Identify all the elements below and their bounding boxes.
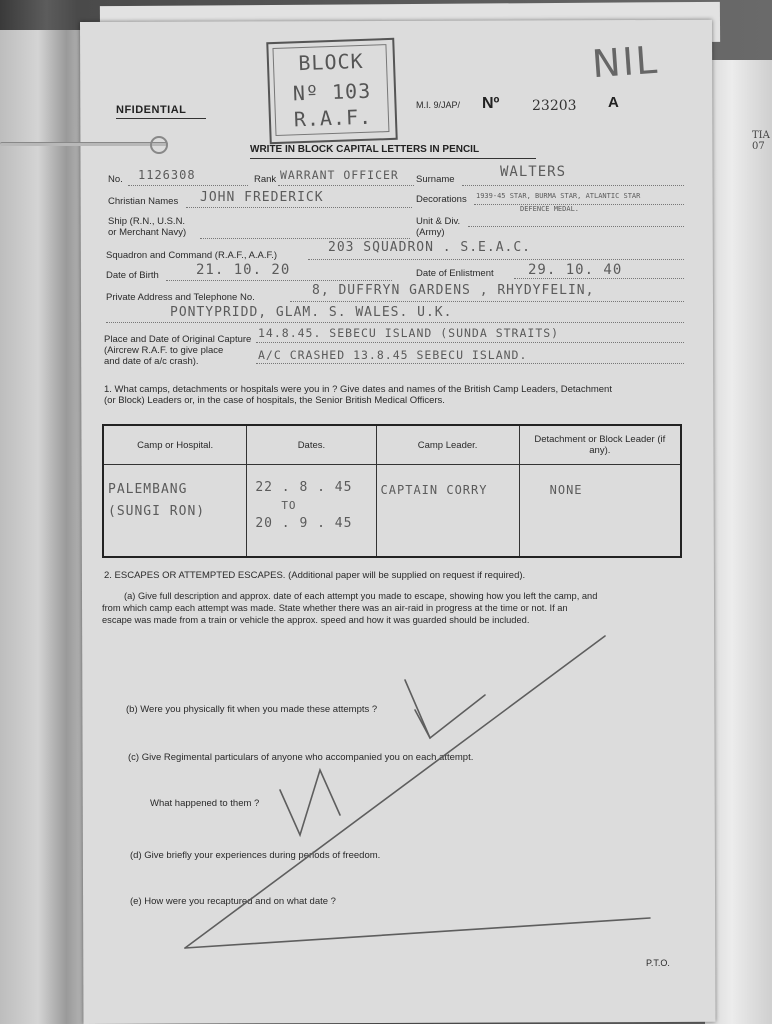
address-label: Private Address and Telephone No.	[106, 292, 255, 303]
capture-label: Place and Date of Original Capture	[104, 334, 252, 345]
table-header-row	[103, 425, 681, 465]
nil-scrawl-strokes	[180, 630, 660, 950]
adjacent-page-text: TIA	[752, 130, 770, 141]
form-number: 23203	[532, 98, 577, 114]
column-header-camp: Camp or Hospital.	[103, 425, 247, 465]
question-c-sub: What happened to them ?	[150, 798, 260, 809]
date-of-birth-value: 21. 10. 20	[196, 262, 291, 278]
nil-scrawl	[250, 756, 252, 757]
column-header-detachment-leader: Detachment or Block Leader (if any).	[519, 425, 681, 465]
block-stamp	[266, 38, 397, 144]
ship-label: Ship (R.N., U.S.N.	[108, 216, 186, 227]
column-header-camp-leader: Camp Leader.	[376, 425, 519, 465]
adjacent-page-fragment	[752, 130, 772, 170]
capture-label-note-continued: and date of a/c crash).	[104, 356, 199, 367]
squadron-label: Squadron and Command (R.A.F., A.A.F.)	[106, 250, 278, 261]
question-a: (a) Give full description and approx. date of each attempt you made to escape, showing how you left the camp, and	[124, 591, 598, 601]
unit-label-continued: (Army)	[416, 227, 445, 238]
stamp-raf-text: R.A.F.	[293, 104, 373, 132]
instruction-heading: WRITE IN BLOCK CAPITAL LETTERS IN PENCIL	[250, 144, 480, 155]
date-to-word: TO	[281, 499, 297, 512]
cell-dates	[247, 465, 376, 558]
date-to: 20 . 9 . 45	[255, 516, 353, 531]
section2-title: 2. ESCAPES OR ATTEMPTED ESCAPES. (Additional paper will be supplied on request if required).	[104, 570, 526, 581]
section1-question-continued: (or Block) Leaders or, in the case of hospitals, the Senior British Medical Officers.	[104, 395, 445, 406]
service-no-label: No.	[108, 174, 123, 185]
question-a-continued: from which camp each attempt was made. State whether there was an air-raid in progress at the time or not. If an	[102, 603, 568, 613]
adjacent-page-text: 07	[752, 141, 765, 152]
question-a-continued-2: escape was made from a train or vehicle the approx. speed and how it was guarded should be included.	[102, 615, 530, 625]
enlistment-label: Date of Enlistment	[416, 268, 494, 279]
address-value-line2: PONTYPRIDD, GLAM. S. WALES. U.K.	[170, 305, 453, 320]
please-turn-over: P.T.O.	[646, 958, 670, 968]
service-no-value: 1126308	[138, 168, 196, 182]
decorations-value-continued: DEFENCE MEDAL.	[520, 205, 580, 213]
cell-detachment-leader: NONE	[519, 465, 681, 558]
surname-label: Surname	[416, 174, 455, 185]
stamp-block-text: BLOCK	[297, 48, 364, 76]
question-c: (c) Give Regimental particulars of anyone who accompanied you on each attempt.	[128, 752, 474, 763]
stamp-number-text: Nº 103	[292, 78, 372, 106]
aircraft-crash-value: A/C CRASHED 13.8.45 SEBECU ISLAND.	[258, 348, 528, 362]
address-value-line1: 8, DUFFRYN GARDENS , RHYDYFELIN,	[312, 283, 595, 298]
question-d: (d) Give briefly your experiences during periods of freedom.	[130, 850, 381, 861]
camps-table	[102, 424, 682, 558]
unit-label: Unit & Div.	[416, 216, 461, 227]
rank-value: WARRANT OFFICER	[280, 168, 399, 182]
form-reference: M.I. 9/JAP/	[416, 100, 461, 110]
form-number-symbol: Nº	[482, 95, 500, 112]
section1-question: 1. What camps, detachments or hospitals were you in ? Give dates and names of the British Camp Leaders, Detachment	[104, 384, 612, 395]
camp-name: PALEMBANG	[108, 482, 188, 497]
decorations-label: Decorations	[416, 194, 467, 205]
squadron-value: 203 SQUADRON . S.E.A.C.	[328, 240, 532, 255]
christian-names-value: JOHN FREDERICK	[200, 190, 324, 205]
file-folder-right-edge	[705, 60, 772, 1024]
date-from: 22 . 8 . 45	[255, 480, 353, 495]
rank-label: Rank	[254, 174, 277, 185]
enlistment-value: 29. 10. 40	[528, 262, 623, 278]
table-row	[103, 465, 681, 558]
form-letter: A	[608, 94, 619, 111]
ship-label-continued: or Merchant Navy)	[108, 227, 187, 238]
question-b: (b) Were you physically fit when you made these attempts ?	[126, 704, 378, 715]
nil-annotation-top: NIL	[590, 37, 661, 87]
date-of-birth-label: Date of Birth	[106, 270, 159, 281]
treasury-tag-string	[0, 142, 168, 146]
decorations-value: 1939-45 STAR, BURMA STAR, ATLANTIC STAR	[476, 192, 641, 200]
column-header-dates: Dates.	[247, 425, 376, 465]
christian-names-label: Christian Names	[108, 196, 179, 207]
punch-hole	[150, 136, 168, 154]
question-e: (e) How were you recaptured and on what date ?	[130, 896, 336, 907]
confidential-label: NFIDENTIAL	[116, 104, 187, 116]
cell-camp-leader: CAPTAIN CORRY	[376, 465, 519, 558]
cell-camp	[103, 465, 247, 558]
capture-value: 14.8.45. SEBECU ISLAND (SUNDA STRAITS)	[258, 326, 560, 340]
surname-value: WALTERS	[500, 164, 567, 180]
camp-name-detail: (SUNGI RON)	[108, 504, 206, 519]
capture-label-note: (Aircrew R.A.F. to give place	[104, 345, 224, 356]
